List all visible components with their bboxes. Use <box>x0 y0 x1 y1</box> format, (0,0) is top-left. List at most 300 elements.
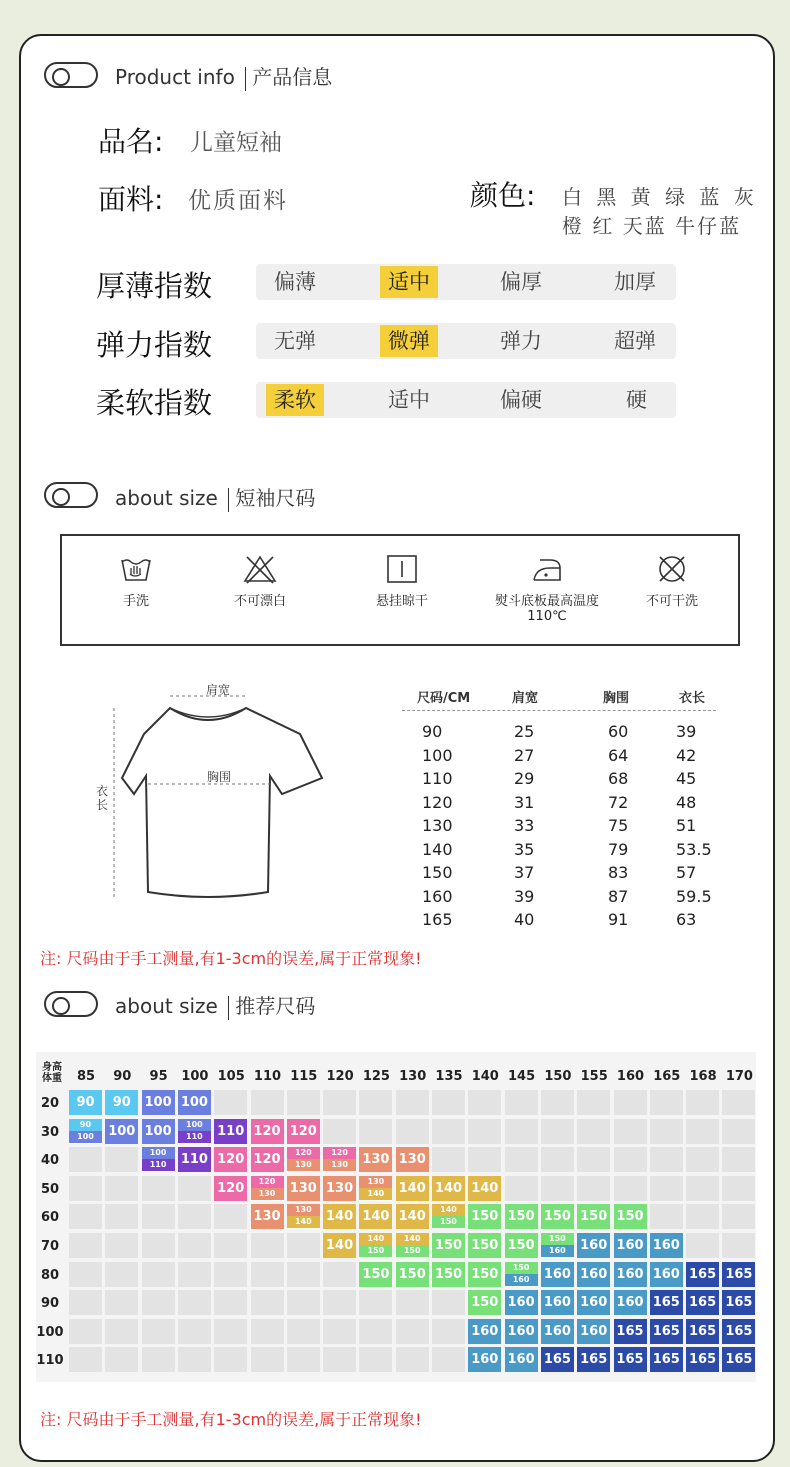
grid-weight-header: 100 <box>36 1324 64 1340</box>
grid-cell <box>686 1204 719 1229</box>
grid-cell <box>614 1119 647 1144</box>
fabric-value: 优质面料 <box>188 188 288 214</box>
care-label: 手洗 <box>122 594 149 609</box>
table-cell: 45 <box>676 769 697 788</box>
tshirt-diagram-icon <box>90 676 340 906</box>
grid-cell: 165 <box>686 1347 719 1372</box>
grid-cell: 100 <box>142 1090 175 1115</box>
grid-cell <box>105 1176 138 1201</box>
grid-cell <box>323 1262 356 1287</box>
thickness-option-selected: 适中 <box>380 266 438 298</box>
grid-cell: 160 <box>650 1262 683 1287</box>
toggle-icon <box>44 991 98 1017</box>
elasticity-option: 弹力 <box>500 329 542 353</box>
grid-cell <box>323 1290 356 1315</box>
grid-cell <box>214 1319 247 1344</box>
grid-cell: 140 <box>468 1176 501 1201</box>
table-cell: 75 <box>608 816 629 835</box>
grid-cell: 150 <box>505 1204 538 1229</box>
care-no-dry-clean <box>612 554 732 609</box>
grid-cell <box>178 1262 211 1287</box>
grid-cell <box>505 1176 538 1201</box>
grid-cell <box>287 1290 320 1315</box>
grid-cell: 100 <box>142 1119 175 1144</box>
grid-height-header: 105 <box>217 1069 245 1084</box>
grid-cell: 160 <box>614 1290 647 1315</box>
care-label: 悬挂晾干 <box>375 594 428 609</box>
softness-option: 适中 <box>388 388 430 412</box>
grid-cell <box>142 1204 175 1229</box>
product-info-title: Product info 产品信息 <box>115 65 333 89</box>
grid-cell: 150 <box>505 1233 538 1258</box>
grid-cell <box>650 1147 683 1172</box>
grid-cell: 165 <box>577 1347 610 1372</box>
grid-cell <box>577 1090 610 1115</box>
grid-cell: 160 <box>505 1347 538 1372</box>
table-cell: 91 <box>608 910 629 929</box>
grid-height-header: 160 <box>616 1069 645 1084</box>
grid-cell: 160 <box>468 1347 501 1372</box>
grid-weight-header: 50 <box>40 1181 60 1197</box>
table-cell: 37 <box>514 863 535 882</box>
grid-cell: 100 110 <box>178 1119 211 1144</box>
grid-height-header: 168 <box>689 1069 717 1084</box>
grid-cell <box>178 1290 211 1315</box>
grid-weight-header: 110 <box>36 1353 64 1369</box>
grid-cell: 140 <box>432 1176 465 1201</box>
grid-cell <box>432 1347 465 1372</box>
grid-cell: 150 <box>468 1204 501 1229</box>
elasticity-option: 无弹 <box>274 329 316 353</box>
diagram-length-label: 衣长 <box>96 784 109 812</box>
grid-cell: 160 <box>614 1262 647 1287</box>
table-cell: 160 <box>422 886 453 906</box>
grid-cell <box>505 1090 538 1115</box>
grid-cell: 160 <box>577 1233 610 1258</box>
grid-cell: 160 <box>541 1290 574 1315</box>
grid-cell <box>614 1147 647 1172</box>
grid-cell <box>541 1090 574 1115</box>
grid-cell <box>577 1119 610 1144</box>
grid-cell <box>214 1233 247 1258</box>
grid-cell: 150 <box>468 1262 501 1287</box>
grid-cell <box>323 1347 356 1372</box>
grid-cell <box>105 1262 138 1287</box>
grid-cell <box>541 1119 574 1144</box>
care-iron <box>482 554 612 624</box>
grid-weight-header: 40 <box>40 1153 60 1169</box>
table-cell: 165 <box>422 910 453 929</box>
grid-cell <box>69 1347 102 1372</box>
grid-cell <box>287 1262 320 1287</box>
grid-cell: 140 <box>396 1176 429 1201</box>
grid-cell <box>650 1119 683 1144</box>
grid-cell <box>359 1290 392 1315</box>
grid-cell: 150 <box>541 1204 574 1229</box>
chest-column <box>608 720 628 932</box>
toggle-icon <box>44 482 98 508</box>
grid-cell <box>396 1319 429 1344</box>
grid-cell: 150 <box>468 1233 501 1258</box>
toggle-icon <box>44 62 98 88</box>
grid-cell <box>142 1233 175 1258</box>
grid-cell <box>251 1290 284 1315</box>
grid-cell <box>432 1290 465 1315</box>
name-label: 品名: <box>98 125 164 158</box>
grid-cell: 160 <box>577 1290 610 1315</box>
grid-cell <box>722 1233 755 1258</box>
table-cell: 100 <box>422 745 453 765</box>
grid-cell: 120 <box>251 1147 284 1172</box>
table-cell: 90 <box>422 722 443 741</box>
grid-height-header: 125 <box>362 1069 390 1084</box>
grid-cell <box>105 1233 138 1258</box>
grid-cell: 120 130 <box>323 1147 356 1172</box>
grid-cell <box>178 1319 211 1344</box>
table-cell: 27 <box>514 745 535 765</box>
care-label: 不可漂白 <box>233 594 286 609</box>
grid-cell: 165 <box>614 1319 647 1344</box>
grid-cell <box>396 1290 429 1315</box>
grid-cell: 165 <box>722 1262 755 1287</box>
grid-cell <box>359 1347 392 1372</box>
grid-cell: 130 140 <box>359 1176 392 1201</box>
grid-height-header: 90 <box>113 1069 132 1084</box>
grid-cell <box>251 1233 284 1258</box>
grid-cell <box>650 1176 683 1201</box>
grid-height-header: 130 <box>399 1069 427 1084</box>
thickness-label: 厚薄指数 <box>96 269 213 303</box>
grid-cell <box>214 1090 247 1115</box>
grid-cell <box>287 1347 320 1372</box>
grid-cell <box>178 1233 211 1258</box>
grid-cell: 130 <box>287 1176 320 1201</box>
size-table-header: 衣长 <box>679 691 706 706</box>
table-cell: 130 <box>422 816 453 835</box>
grid-cell: 100 <box>105 1119 138 1144</box>
thickness-option: 偏薄 <box>274 270 316 294</box>
grid-cell <box>359 1119 392 1144</box>
grid-height-header: 110 <box>253 1069 282 1084</box>
grid-height-header: 115 <box>290 1069 318 1084</box>
care-instructions <box>60 534 740 646</box>
grid-cell <box>432 1319 465 1344</box>
size-table-header: 肩宽 <box>512 691 539 706</box>
shoulder-column <box>514 720 534 932</box>
grid-cell: 140 150 <box>359 1233 392 1258</box>
grid-cell <box>69 1204 102 1229</box>
grid-cell: 140 <box>359 1204 392 1229</box>
size-table-header: 尺码/CM <box>417 691 471 706</box>
grid-cell: 100 110 <box>142 1147 175 1172</box>
recommend-size-grid <box>36 1052 756 1382</box>
grid-cell <box>432 1119 465 1144</box>
grid-cell: 165 <box>650 1347 683 1372</box>
grid-cell: 165 <box>686 1290 719 1315</box>
grid-cell: 160 <box>468 1319 501 1344</box>
grid-cell <box>323 1119 356 1144</box>
grid-cell: 165 <box>650 1290 683 1315</box>
grid-cell: 165 <box>614 1347 647 1372</box>
grid-cell <box>614 1176 647 1201</box>
table-cell: 150 <box>422 863 453 882</box>
grid-cell <box>105 1204 138 1229</box>
table-cell: 63 <box>676 910 697 929</box>
grid-cell <box>69 1290 102 1315</box>
grid-height-header: 170 <box>725 1069 753 1084</box>
grid-cell <box>650 1204 683 1229</box>
table-cell: 64 <box>608 745 629 765</box>
measurement-note: 注: 尺码由于手工测量,有1-3cm的误差,属于正常现象! <box>40 949 422 968</box>
table-cell: 39 <box>676 722 697 741</box>
grid-cell: 160 <box>577 1319 610 1344</box>
weight-label: 体重 <box>42 1073 62 1084</box>
elasticity-scale <box>256 323 676 359</box>
grid-cell <box>214 1204 247 1229</box>
softness-scale <box>256 382 676 418</box>
grid-cell <box>214 1262 247 1287</box>
grid-cell <box>105 1319 138 1344</box>
softness-option: 偏硬 <box>500 388 542 412</box>
hang-dry-icon <box>385 554 419 584</box>
grid-height-header: 155 <box>580 1069 608 1084</box>
grid-cell: 140 <box>323 1204 356 1229</box>
grid-cell <box>686 1176 719 1201</box>
table-cell: 25 <box>514 722 535 741</box>
grid-cell <box>323 1319 356 1344</box>
grid-cell <box>505 1147 538 1172</box>
grid-cell <box>105 1147 138 1172</box>
grid-weight-header: 30 <box>40 1124 60 1140</box>
grid-cell <box>251 1347 284 1372</box>
table-cell: 83 <box>608 863 629 882</box>
table-cell: 42 <box>676 745 697 765</box>
grid-cell: 160 <box>541 1262 574 1287</box>
table-cell: 60 <box>608 722 629 741</box>
diagram-shoulder-label: 肩宽 <box>206 683 231 697</box>
grid-cell <box>686 1090 719 1115</box>
softness-option: 硬 <box>626 388 647 412</box>
name-value: 儿童短袖 <box>190 130 282 156</box>
table-cell: 39 <box>514 886 535 906</box>
softness-option-selected: 柔软 <box>266 384 324 416</box>
table-cell: 110 <box>422 769 453 788</box>
grid-cell: 150 <box>432 1233 465 1258</box>
table-cell: 33 <box>514 816 535 835</box>
table-cell: 40 <box>514 910 535 929</box>
grid-cell <box>359 1090 392 1115</box>
grid-cell <box>432 1090 465 1115</box>
table-cell: 59.5 <box>676 886 712 906</box>
grid-height-header: 165 <box>653 1069 681 1084</box>
care-hang-dry <box>342 554 462 609</box>
grid-cell <box>686 1233 719 1258</box>
grid-cell: 150 <box>396 1262 429 1287</box>
elasticity-label: 弹力指数 <box>96 328 213 362</box>
grid-cell <box>69 1176 102 1201</box>
colors-line2: 橙 红 天蓝 牛仔蓝 <box>562 214 742 238</box>
grid-cell <box>142 1347 175 1372</box>
grid-cell: 130 <box>251 1204 284 1229</box>
colors-line1: 白 黑 黄 绿 蓝 灰 <box>562 185 758 209</box>
grid-cell <box>323 1090 356 1115</box>
grid-cell: 120 <box>214 1147 247 1172</box>
grid-cell: 160 <box>650 1233 683 1258</box>
grid-cell <box>396 1347 429 1372</box>
table-cell: 72 <box>608 792 629 812</box>
grid-cell <box>287 1233 320 1258</box>
grid-cell <box>178 1204 211 1229</box>
table-cell: 120 <box>422 792 453 812</box>
grid-cell <box>722 1204 755 1229</box>
grid-cell: 160 <box>577 1262 610 1287</box>
grid-cell <box>251 1090 284 1115</box>
grid-weight-header: 80 <box>40 1267 60 1283</box>
grid-height-header: 85 <box>76 1069 96 1084</box>
grid-corner-label <box>38 1062 66 1084</box>
grid-cell <box>686 1119 719 1144</box>
grid-cell <box>69 1233 102 1258</box>
grid-cell <box>178 1347 211 1372</box>
grid-cell: 120 <box>251 1119 284 1144</box>
grid-cell <box>287 1319 320 1344</box>
grid-weight-header: 20 <box>40 1096 60 1111</box>
grid-weight-header: 70 <box>40 1239 60 1254</box>
iron-icon <box>530 554 564 584</box>
grid-cell: 150 <box>577 1204 610 1229</box>
grid-cell <box>251 1319 284 1344</box>
length-column <box>676 720 712 932</box>
table-cell: 68 <box>608 769 629 788</box>
thickness-option: 偏厚 <box>500 270 542 294</box>
grid-cell <box>468 1090 501 1115</box>
grid-height-header: 150 <box>544 1069 572 1084</box>
grid-weight-header: 60 <box>40 1210 60 1226</box>
table-cell: 29 <box>514 769 535 788</box>
grid-cell <box>541 1176 574 1201</box>
grid-height-header: 145 <box>508 1069 536 1084</box>
diagram-chest-label: 胸围 <box>207 770 232 784</box>
care-label: 熨斗底板最高温度110℃ <box>494 594 599 624</box>
grid-cell: 160 <box>505 1290 538 1315</box>
fabric-label: 面料: <box>98 183 164 216</box>
grid-cell: 90 <box>69 1090 102 1115</box>
grid-cell: 130 140 <box>287 1204 320 1229</box>
grid-cell: 90 100 <box>69 1119 102 1144</box>
grid-cell <box>359 1319 392 1344</box>
grid-cell: 150 <box>432 1262 465 1287</box>
softness-label: 柔软指数 <box>96 386 213 420</box>
grid-cell: 120 130 <box>287 1147 320 1172</box>
measurement-note-bottom: 注: 尺码由于手工测量,有1-3cm的误差,属于正常现象! <box>40 1410 422 1429</box>
grid-cell: 165 <box>686 1319 719 1344</box>
grid-height-header: 135 <box>435 1069 463 1084</box>
grid-cell: 100 <box>178 1090 211 1115</box>
grid-cell: 150 160 <box>505 1262 538 1287</box>
grid-cell <box>287 1090 320 1115</box>
hand-wash-icon <box>119 554 153 584</box>
grid-cell: 120 <box>214 1176 247 1201</box>
grid-cell <box>468 1119 501 1144</box>
grid-cell: 165 <box>686 1262 719 1287</box>
grid-cell: 110 <box>214 1119 247 1144</box>
grid-cell: 120 130 <box>251 1176 284 1201</box>
grid-height-header: 95 <box>149 1069 168 1084</box>
size-table-divider <box>402 710 716 711</box>
table-cell: 35 <box>514 839 535 859</box>
size-column <box>422 720 453 932</box>
grid-cell <box>396 1090 429 1115</box>
table-cell: 140 <box>422 839 453 859</box>
no-bleach-icon <box>243 554 277 584</box>
no-dry-clean-icon <box>655 554 689 584</box>
grid-cell <box>178 1176 211 1201</box>
grid-cell <box>722 1090 755 1115</box>
grid-cell <box>686 1147 719 1172</box>
grid-cell <box>214 1290 247 1315</box>
grid-cell <box>468 1147 501 1172</box>
care-label: 不可干洗 <box>645 594 698 609</box>
care-hand-wash <box>76 554 196 609</box>
size-table-header: 胸围 <box>603 691 630 706</box>
grid-cell <box>142 1290 175 1315</box>
table-cell: 79 <box>608 839 629 859</box>
grid-weight-header: 90 <box>40 1296 60 1312</box>
grid-cell: 165 <box>722 1347 755 1372</box>
table-cell: 53.5 <box>676 839 712 859</box>
grid-height-header: 100 <box>181 1069 209 1084</box>
grid-cell <box>577 1176 610 1201</box>
grid-cell <box>69 1262 102 1287</box>
grid-cell: 160 <box>505 1319 538 1344</box>
grid-cell: 140 150 <box>396 1233 429 1258</box>
grid-cell <box>69 1147 102 1172</box>
grid-cell <box>69 1319 102 1344</box>
table-cell: 57 <box>676 863 697 882</box>
grid-cell <box>577 1147 610 1172</box>
color-label: 颜色: <box>470 179 536 212</box>
grid-cell <box>614 1090 647 1115</box>
grid-cell: 130 <box>396 1147 429 1172</box>
grid-cell <box>214 1347 247 1372</box>
grid-cell <box>396 1119 429 1144</box>
table-cell: 48 <box>676 792 697 812</box>
grid-height-header: 140 <box>471 1069 499 1084</box>
grid-cell <box>105 1290 138 1315</box>
table-cell: 31 <box>514 792 535 812</box>
grid-cell: 150 <box>359 1262 392 1287</box>
grid-cell <box>541 1147 574 1172</box>
grid-cell <box>251 1262 284 1287</box>
table-cell: 87 <box>608 886 629 906</box>
elasticity-option-selected: 微弹 <box>380 325 438 357</box>
height-label: 身高 <box>42 1062 62 1073</box>
grid-cell <box>505 1119 538 1144</box>
grid-cell: 90 <box>105 1090 138 1115</box>
grid-cell: 140 <box>396 1204 429 1229</box>
grid-cell: 150 <box>468 1290 501 1315</box>
size-section-title: about size 短袖尺码 <box>115 486 316 510</box>
grid-cell: 165 <box>722 1319 755 1344</box>
elasticity-option: 超弹 <box>614 329 656 353</box>
care-no-bleach <box>200 554 320 609</box>
grid-cell: 140 150 <box>432 1204 465 1229</box>
grid-cell: 150 160 <box>541 1233 574 1258</box>
grid-cell <box>722 1147 755 1172</box>
grid-cell <box>722 1176 755 1201</box>
grid-cell <box>650 1090 683 1115</box>
grid-cell: 160 <box>614 1233 647 1258</box>
